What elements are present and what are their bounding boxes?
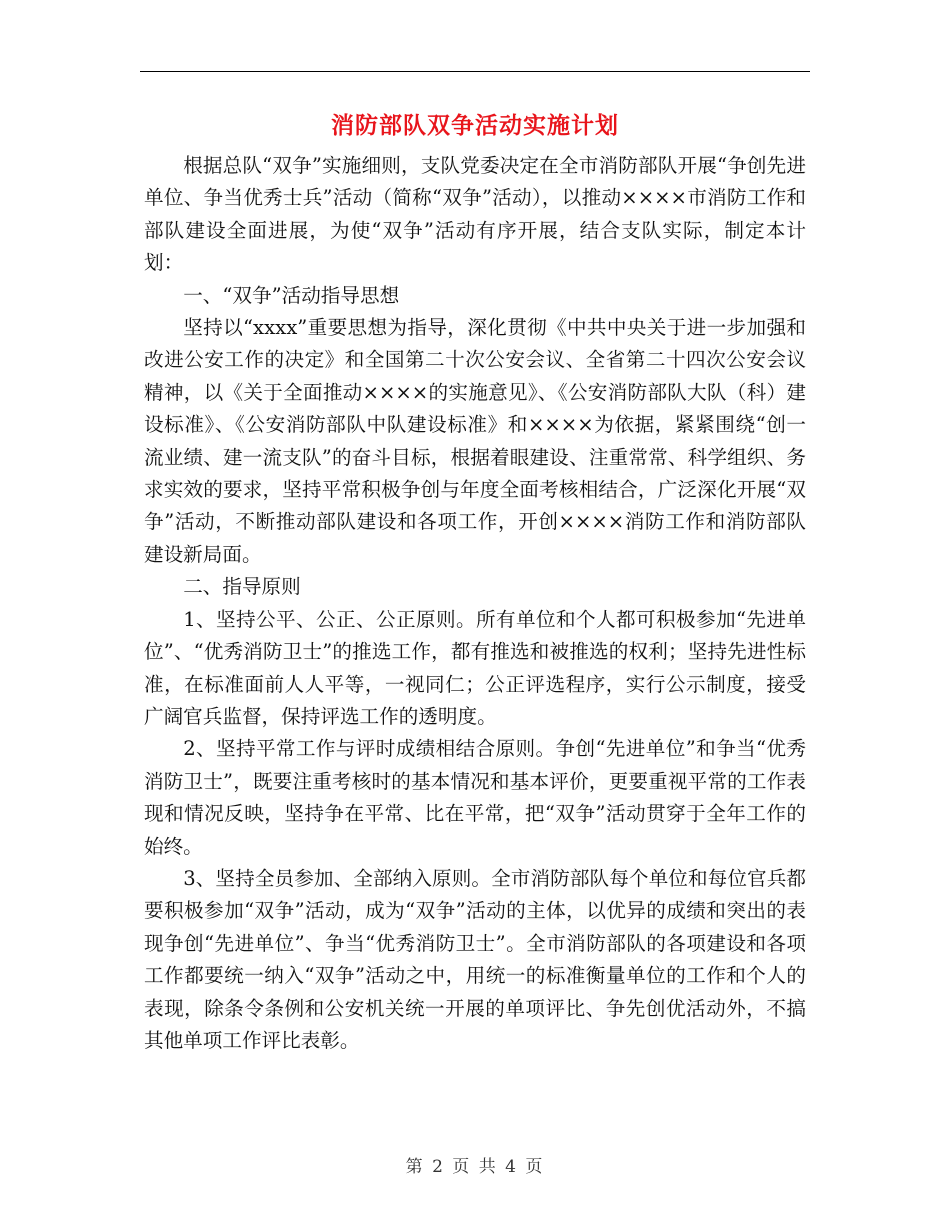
section-heading-1: 一、“双争”活动指导思想 bbox=[183, 283, 400, 307]
principle-3-paragraph: 3、坚持全员参加、全部纳入原则。全市消防部队每个单位和每位官兵都要积极参加“双争”活动，成为“双争”活动的主体，以优异的成绩和突出的表现争创“先进单位”、争当“优秀消防卫士”。全市消防部队的各项建设和各项工作都要统一纳入“双争”活动之中，用统一的标准衡量单位的工作和个人的表现，除条令条例和公安机关统一开展的单项评比、争先创优活动外，不搞其他单项工作评比表彰。 bbox=[144, 866, 806, 1052]
header-rule bbox=[140, 71, 810, 72]
document-body bbox=[144, 150, 806, 1057]
intro-paragraph: 根据总队“双争”实施细则，支队党委决定在全市消防部队开展“争创先进单位、争当优秀士兵”活动（简称“双争”活动），以推动××××市消防工作和部队建设全面进展，为使“双争”活动有序开展，结合支队实际，制定本计划： bbox=[144, 154, 806, 275]
section-heading-2: 二、指导原则 bbox=[183, 575, 301, 599]
document-title: 消防部队双争活动实施计划 bbox=[331, 112, 619, 139]
page-footer: 第 2 页 共 4 页 bbox=[405, 1157, 545, 1177]
principle-1-paragraph: 1、坚持公平、公正、公正原则。所有单位和个人都可积极参加“先进单位”、“优秀消防卫士”的推选工作，都有推选和被推选的权利；坚持先进性标准，在标准面前人人平等，一视同仁；公正评选程序，实行公示制度，接受广阔官兵监督，保持评选工作的透明度。 bbox=[144, 607, 806, 728]
guiding-ideology-paragraph: 坚持以“xxxx”重要思想为指导，深化贯彻《中共中央关于进一步加强和改进公安工作的决定》和全国第二十次公安会议、全省第二十四次公安会议精神，以《关于全面推动××××的实施意见》、《公安消防部队大队（科）建设标准》、《公安消防部队中队建设标准》和××××为依据，紧紧围绕“创一流业绩、建一流支队”的奋斗目标，根据着眼建设、注重常常、科学组织、务求实效的要求，坚持平常积极争创与年度全面考核相结合，广泛深化开展“双争”活动，不断推动部队建设和各项工作，开创××××消防工作和消防部队建设新局面。 bbox=[144, 316, 806, 566]
principle-2-paragraph: 2、坚持平常工作与评时成绩相结合原则。争创“先进单位”和争当“优秀消防卫士”，既要注重考核时的基本情况和基本评价，更要重视平常的工作表现和情况反映，坚持争在平常、比在平常，把“双争”活动贯穿于全年工作的始终。 bbox=[144, 737, 806, 858]
